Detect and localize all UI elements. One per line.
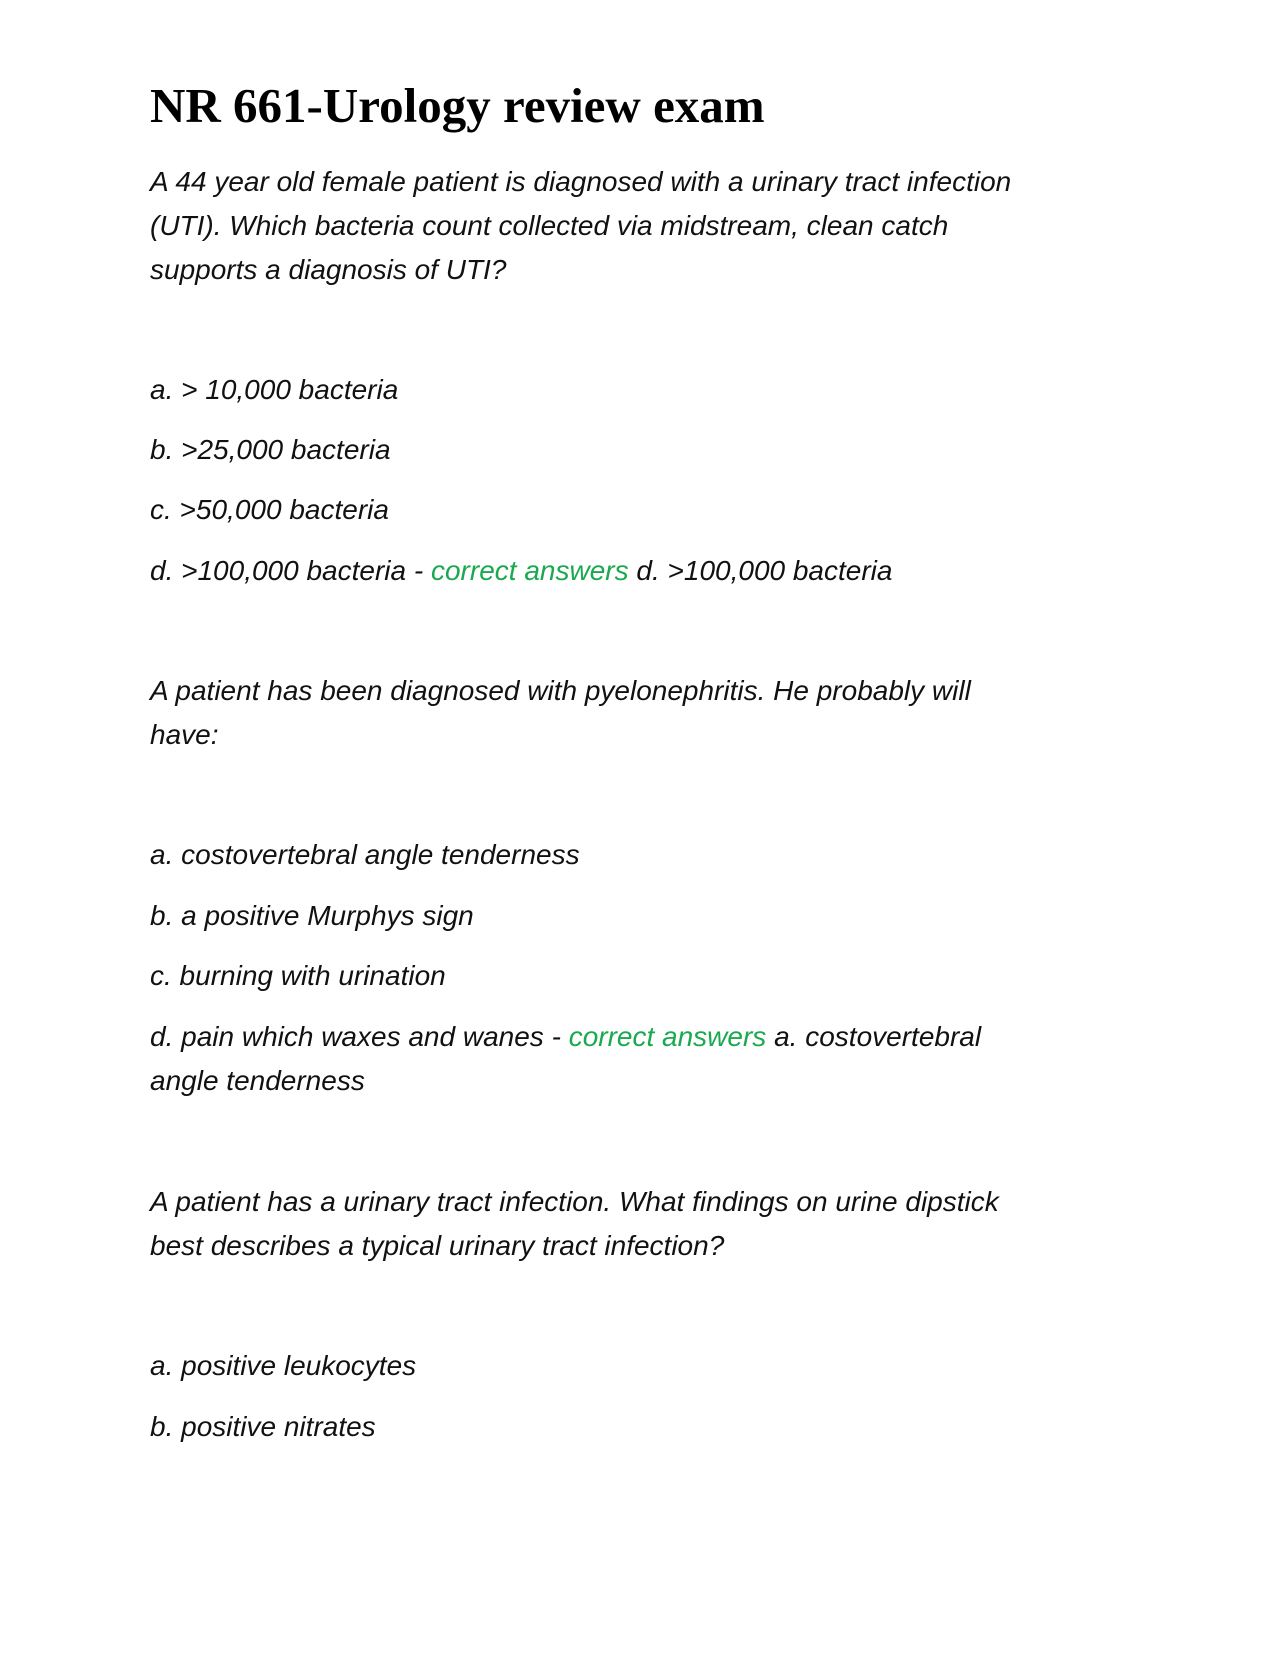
question-2-option-b: b. a positive Murphys sign: [150, 900, 474, 931]
question-1-option-a: a. > 10,000 bacteria: [150, 374, 399, 405]
question-1-option-d-with-answer: [150, 549, 892, 593]
question-1-stem-line-2: (UTI). Which bacteria count collected via midstream, clean catch: [150, 210, 949, 241]
question-1-option-c: c. >50,000 bacteria: [150, 494, 389, 525]
question-1-answer-text: d. >100,000 bacteria: [628, 555, 893, 586]
question-2-answer-text: a. costovertebral: [766, 1021, 982, 1052]
question-2-option-d: d. pain which waxes and wanes -: [150, 1021, 569, 1052]
question-3-stem-line-1: A patient has a urinary tract infection. What findings on urine dipstick: [150, 1186, 999, 1217]
question-2-answer-marker: correct answers: [568, 1021, 767, 1052]
question-3-stem-line-2: best describes a typical urinary tract infection?: [150, 1230, 725, 1261]
question-2-answer-continuation: angle tenderness: [150, 1065, 365, 1096]
question-3-option-b: b. positive nitrates: [150, 1411, 376, 1442]
question-1-stem-line-1: A 44 year old female patient is diagnosed with a urinary tract infection: [150, 166, 1012, 197]
question-2-option-d-with-answer: [150, 1015, 981, 1059]
document-title: NR 661-Urology review exam: [150, 78, 765, 133]
question-2-stem-line-1: A patient has been diagnosed with pyelonephritis. He probably will: [150, 675, 971, 706]
question-1-answer-marker: correct answers: [430, 555, 629, 586]
question-2-option-a: a. costovertebral angle tenderness: [150, 839, 580, 870]
question-2-stem-line-2: have:: [150, 719, 219, 750]
question-2-option-c: c. burning with urination: [150, 960, 446, 991]
question-1-option-d: d. >100,000 bacteria -: [150, 555, 431, 586]
question-1-option-b: b. >25,000 bacteria: [150, 434, 391, 465]
question-3-option-a: a. positive leukocytes: [150, 1350, 417, 1381]
question-1-stem-line-3: supports a diagnosis of UTI?: [150, 254, 507, 285]
